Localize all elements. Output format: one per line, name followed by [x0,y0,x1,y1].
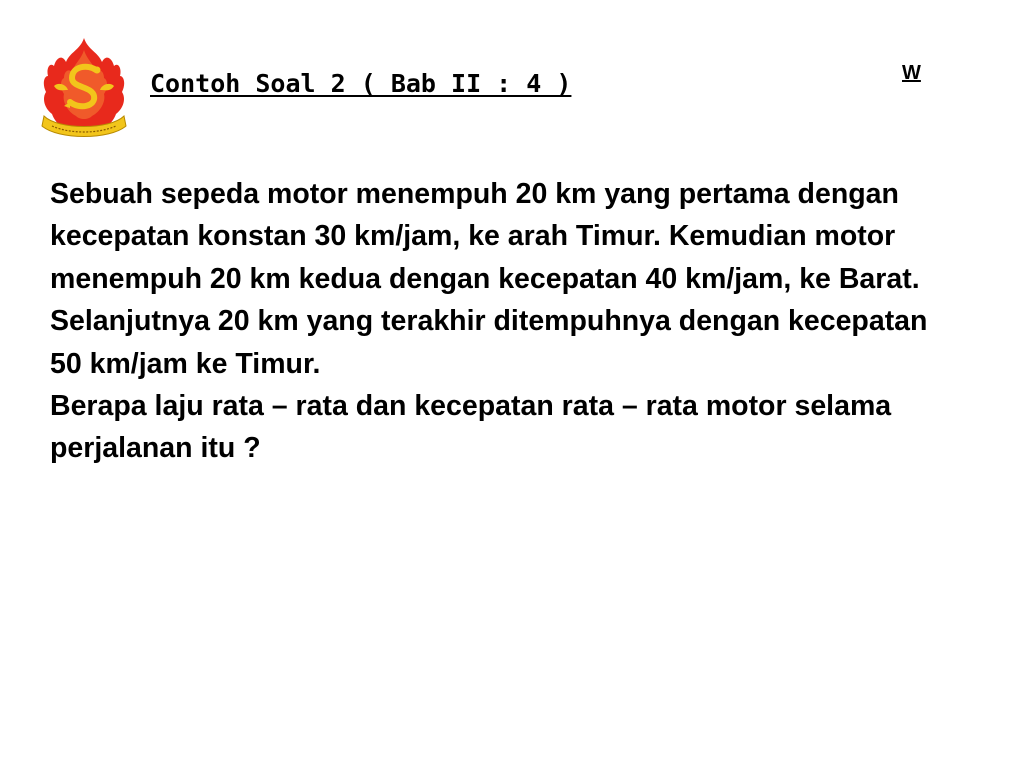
university-emblem-icon [40,36,128,144]
slide-title: Contoh Soal 2 ( Bab II : 4 ) [150,69,572,98]
nav-link[interactable]: W [902,62,921,84]
question-paragraph: Berapa laju rata – rata dan kecepatan rata – rata motor selama perjalanan itu ? [50,390,892,465]
problem-paragraph: Sebuah sepeda motor menempuh 20 km yang pertama dengan kecepatan konstan 30 km/jam, ke arah Timur. Kemudian motor menempuh 20 km kedua dengan kecepatan 40 km/jam, ke Barat. Selanjutnya 20 km yang terakhir ditempuhnya dengan kecepatan 50 km/jam ke Timur. [50,178,928,380]
problem-text [50,173,960,470]
